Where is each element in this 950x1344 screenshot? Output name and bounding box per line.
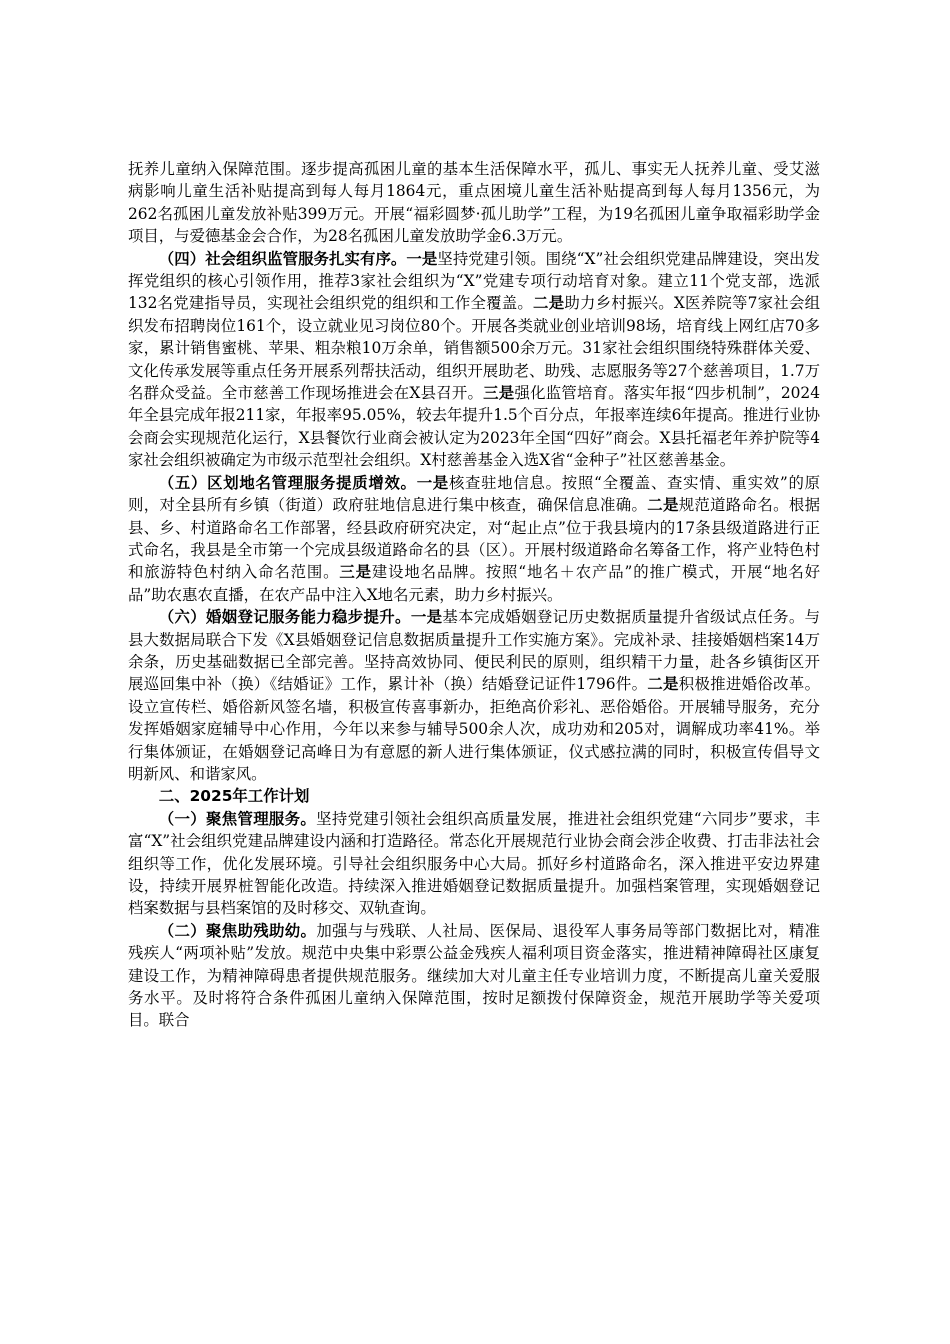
plan-lead-1: （一）聚焦管理服务。	[158, 809, 317, 828]
keyword-first: 一是	[410, 608, 443, 627]
document-page	[128, 158, 820, 1032]
paragraph-text: 坚持党建引领社会组织高质量发展，推进社会组织党建“六同步”要求，丰富“X”社会组织党建品牌建设内涵和打造路径。常态化开展规范行业协会商会涉企收费、打击非法社会组织等工作，优化发展环境。引导社会组织服务中心大局。抓好乡村道路命名，深入推进平安边界建设，持续开展界桩智能化改造。持续深入推进婚姻登记数据质量提升。加强档案管理，实现婚姻登记档案数据与县档案馆的及时移交、双轨查询。	[128, 809, 820, 918]
keyword-second: 二是	[647, 675, 679, 694]
paragraph-place-names	[128, 472, 820, 606]
paragraph-text: 助力乡村振兴。X医养院等7家社会组织发布招聘岗位161个，设立就业见习岗位80个。开展各类就业创业培训98场，培育线上网红店70多家，累计销售蜜桃、苹果、粗杂粮10万余单，销售额500余万元。31家社会组织围绕特殊群体关爱、文化传承发展等重点任务开展系列帮扶活动，组织开展助老、助残、志愿服务等27个慈善项目，1.7万名群众受益。全市慈善工作现场推进会在X县召开。	[128, 294, 820, 403]
paragraph-child-subsidy	[128, 158, 820, 248]
section-lead-4: （四）社会组织监管服务扎实有序。	[158, 249, 407, 268]
paragraph-disabled-children-support	[128, 920, 820, 1032]
paragraph-text: 基本完成婚姻登记历史数据质量提升省级试点任务。与县大数据局联合下发《X县婚姻登记信息数据质量提升工作实施方案》。完成补录、挂接婚姻档案14万余条，历史基础数据已全部完善。坚持高效协同、便民利民的原则，组织精干力量，赴各乡镇街区开展巡回集中补（换）《结婚证》工作，累计补（换）结婚登记证件1796件。	[128, 608, 820, 694]
paragraph-text: 建设地名品牌。按照“地名＋农产品”的推广模式，开展“地名好品”助农惠农直播，在农产品中注入X地名元素，助力乡村振兴。	[128, 563, 820, 604]
keyword-first: 一是	[406, 249, 438, 268]
paragraph-social-org-supervision	[128, 248, 820, 472]
keyword-second: 二是	[533, 294, 565, 313]
plan-lead-2: （二）聚焦助残助幼。	[158, 921, 317, 940]
keyword-third: 三是	[339, 563, 372, 582]
keyword-third: 三是	[483, 384, 515, 403]
section-heading-2025-plan	[128, 785, 820, 807]
heading-text: 二、2025年工作计划	[158, 787, 310, 806]
paragraph-text: 加强与与残联、人社局、医保局、退役军人事务局等部门数据比对，精准残疾人“两项补贴”发放。规范中央集中彩票公益金残疾人福利项目资金落实，推进精神障碍社区康复建设工作，为精神障碍患者提供规范服务。继续加大对儿童主任专业培训力度，不断提高儿童关爱服务水平。及时将符合条件孤困儿童纳入保障范围，按时足额拨付保障资金，规范开展助学等关爱项目。联合	[128, 921, 820, 1030]
keyword-second: 二是	[647, 496, 679, 515]
section-lead-5: （五）区划地名管理服务提质增效。	[158, 473, 417, 492]
paragraph-management-services	[128, 808, 820, 920]
paragraph-text: 规范道路命名。根据县、乡、村道路命名工作部署，经县政府研究决定，对“起止点”位于我县境内的17条县级道路进行正式命名，我县是全市第一个完成县级道路命名的县（区）。开展村级道路命名筹备工作，将产业特色村和旅游特色村纳入命名范围。	[128, 496, 820, 582]
paragraph-text: 坚持党建引领。围绕“X”社会组织党建品牌建设，突出发挥党组织的核心引领作用，推荐3家社会组织为“X”党建专项行动培育对象。建立11个党支部，选派132名党建指导员，实现社会组织党的组织和工作全覆盖。	[128, 249, 820, 313]
paragraph-text: 强化监管培育。落实年报“四步机制”，2024年全县完成年报211家，年报率95.05%，较去年提升1.5个百分点，年报率连续6年提高。推进行业协会商会实现规范化运行，X县餐饮行业商会被认定为2023年全国“四好”商会。X县托福老年养护院等4家社会组织被确定为市级示范型社会组织。X村慈善基金入选X省“金种子”社区慈善基金。	[128, 384, 820, 470]
paragraph-text: 抚养儿童纳入保障范围。逐步提高孤困儿童的基本生活保障水平，孤儿、事实无人抚养儿童、受艾滋病影响儿童生活补贴提高到每人每月1864元，重点困境儿童生活补贴提高到每人每月1356元，为262名孤困儿童发放补贴399万元。开展“福彩圆梦·孤儿助学”工程，为19名孤困儿童争取福彩助学金项目，与爱德基金会合作，为28名孤困儿童发放助学金6.3万元。	[128, 160, 820, 246]
paragraph-text: 积极推进婚俗改革。设立宣传栏、婚俗新风签名墙，积极宣传喜事新办，拒绝高价彩礼、恶俗婚俗。开展辅导服务，充分发挥婚姻家庭辅导中心作用，今年以来参与辅导500余人次，成功劝和205对，调解成功率41%。举行集体颁证，在婚姻登记高峰日为有意愿的新人进行集体颁证，仪式感拉满的同时，积极宣传倡导文明新风、和谐家风。	[128, 675, 820, 783]
section-lead-6: （六）婚姻登记服务能力稳步提升。	[158, 608, 411, 627]
paragraph-text: 核查驻地信息。按照“全覆盖、查实情、重实效”的原则，对全县所有乡镇（街道）政府驻地信息进行集中核查，确保信息准确。	[128, 473, 820, 515]
paragraph-marriage-registration	[128, 606, 820, 785]
keyword-first: 一是	[416, 473, 449, 492]
